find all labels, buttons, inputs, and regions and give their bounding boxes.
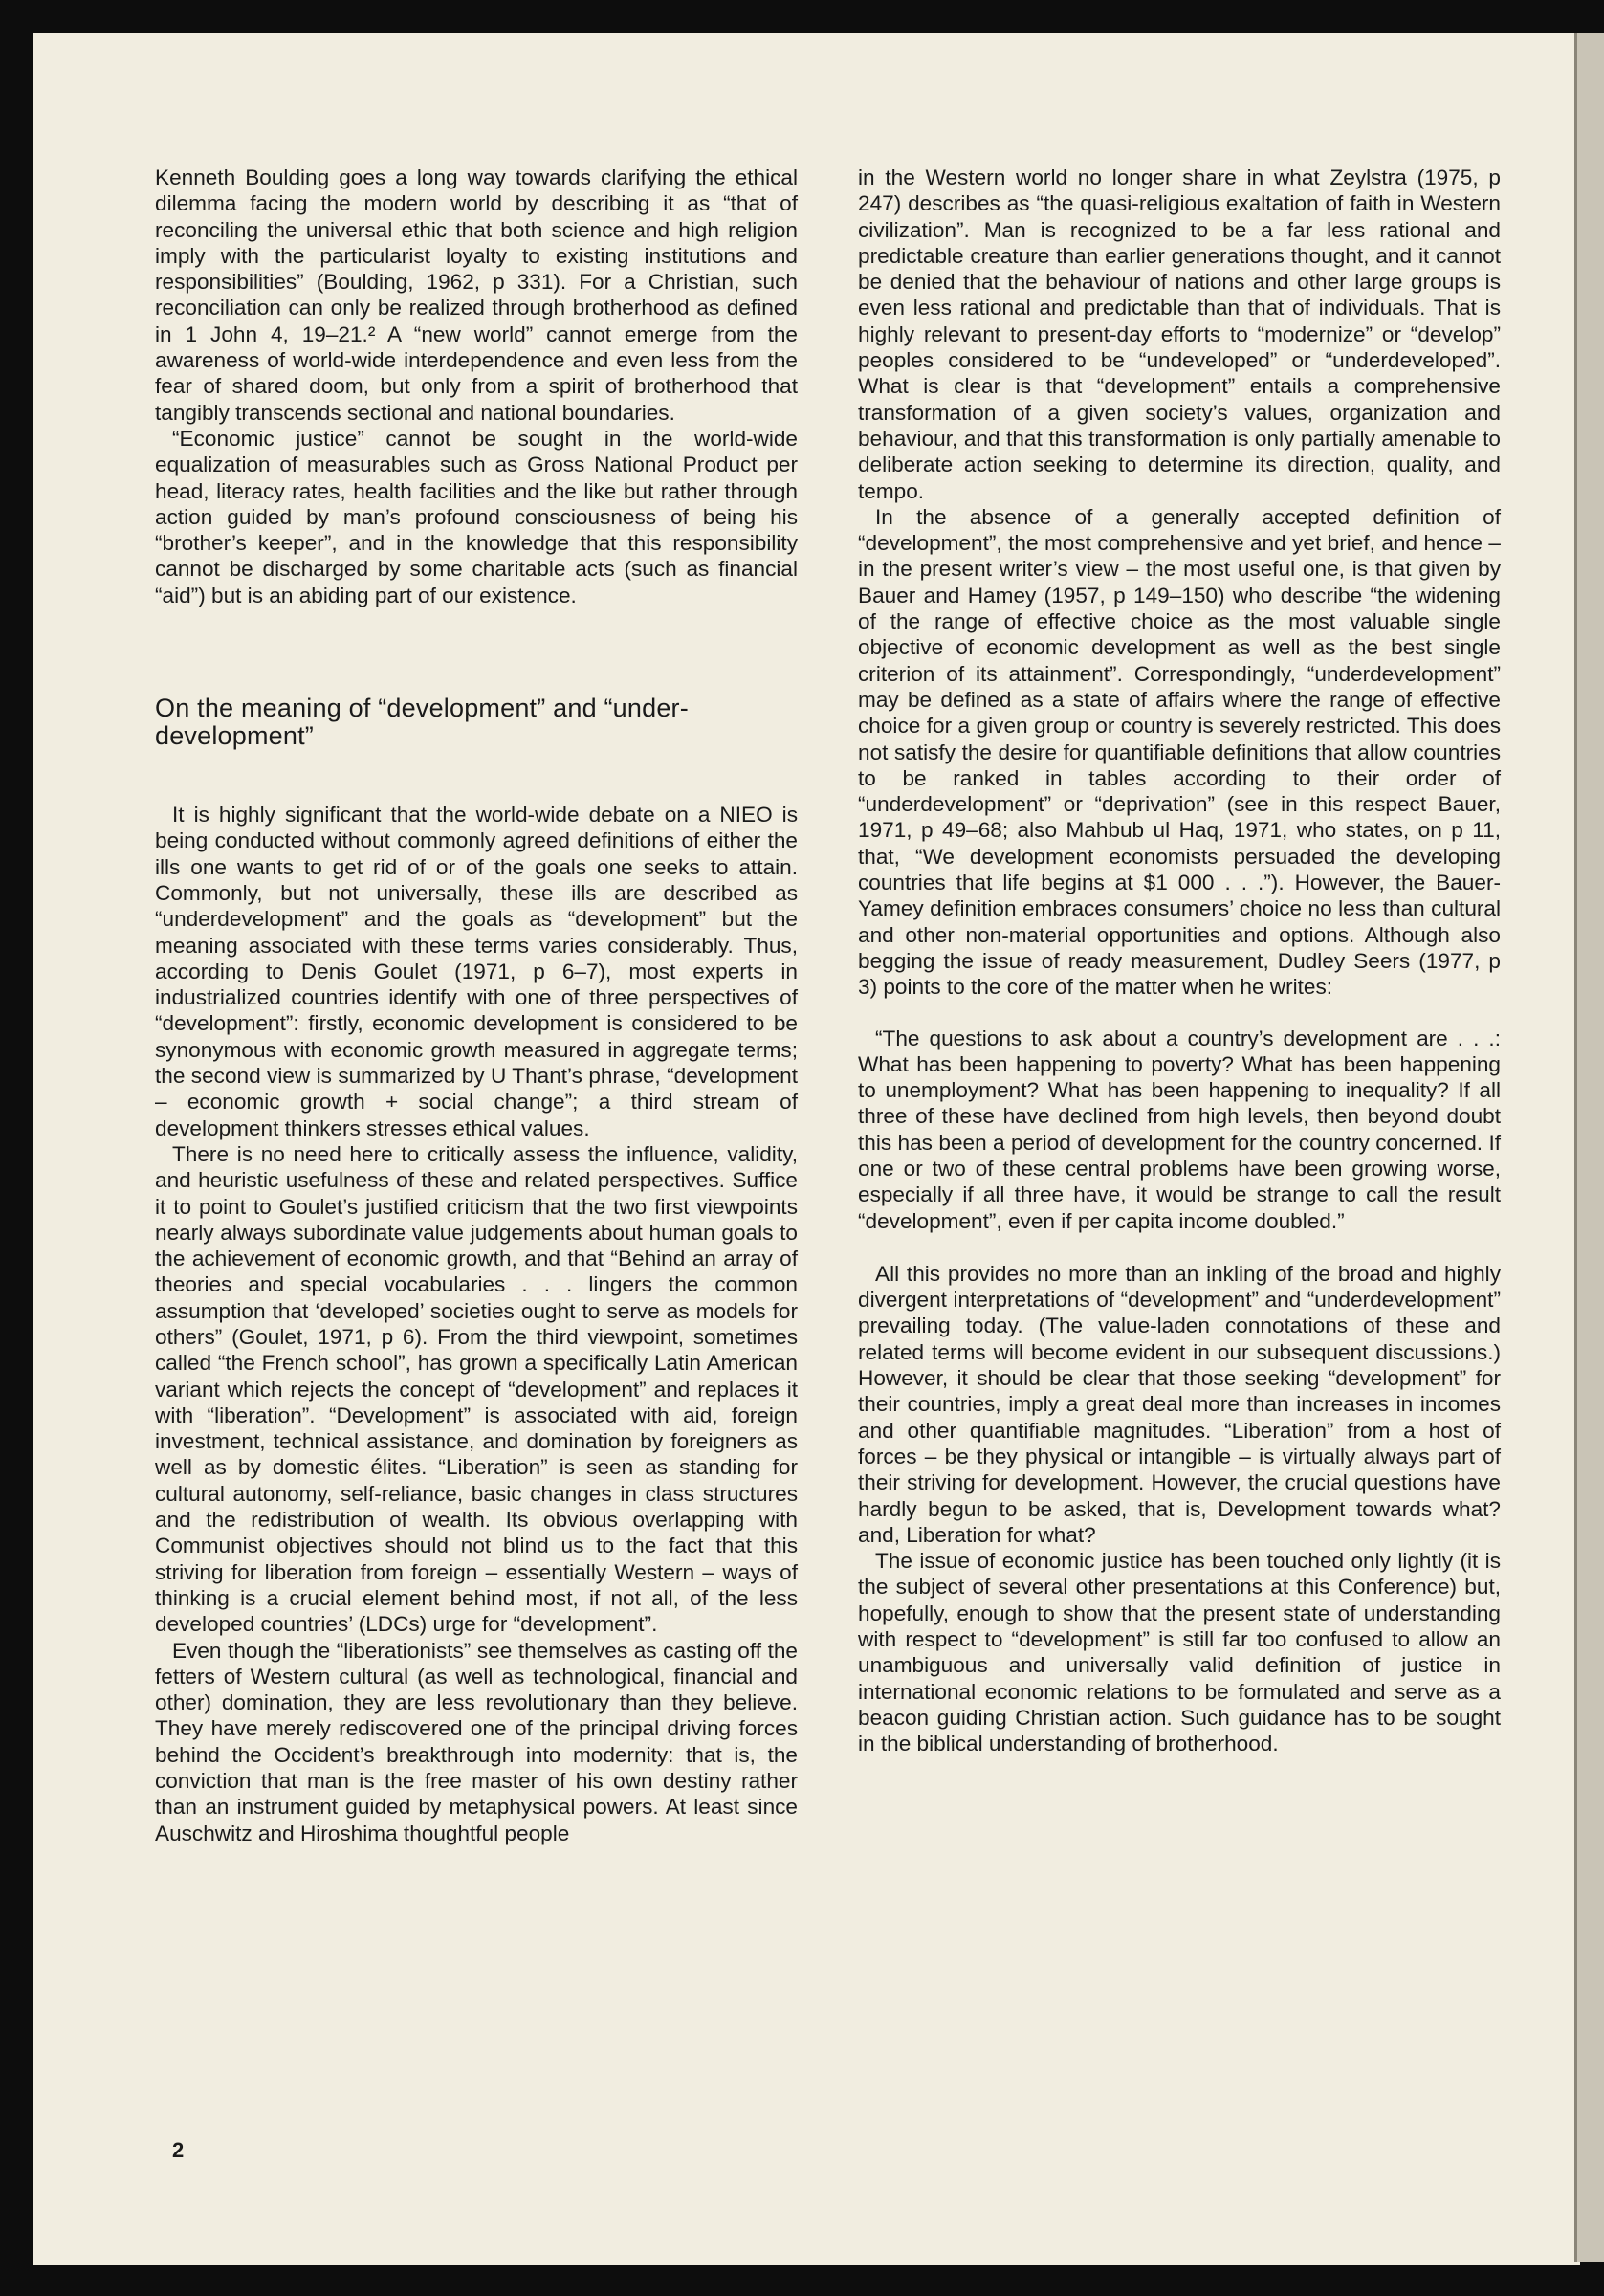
page-number: 2 [172,2138,185,2162]
paragraph-inkling: All this provides no more than an inkling of the broad and highly divergent interpretations of “development” and “underdevelopment” prevailing today. (The value-laden connotations of these and related terms will become evident in our subsequent discussions.) However, it should be clear that those seeking “development” for their countries, imply a great deal more than increases in incomes and other quantifiable magnitudes. “Liberation” from a host of forces – be they physical or intangible – is virtually always part of their striving for development. However, the crucial questions have hardly begun to be asked, that is, Development towards what? and, Liberation for what? [858,1261,1501,1547]
block-quote-seers: “The questions to ask about a country’s development are . . .: What has been happening to poverty? What has been happening to unemployment? What has been happening to inequality? If all three of these have declined from high levels, then beyond doubt this has been a period of development for the country concerned. If one or two of these central problems have been growing worse, especially if all three have, it would be strange to call the result “development”, even if per capita income doubled.” [858,1026,1501,1233]
paragraph-boulding: Kenneth Boulding goes a long way towards clarifying the ethical dilemma facing the modern world by describing it as “that of reconciling the universal ethic that both science and high religion imply with the particularist loyalty to existing institutions and responsibilities” (Boulding, 1962, p 331). For a Christian, such reconciliation can only be realized through brotherhood as defined in 1 John 4, 19–21.² A “new world” cannot emerge from the awareness of world-wide interdependence and even less from the fear of shared doom, but only from a spirit of brotherhood that tangibly transcends sectional and national boundaries. [155,166,798,425]
paragraph-bauer-yamey: In the absence of a generally accepted definition of “development”, the most comprehensive and yet brief, and hence – in the present writer’s view – the most useful one, is that given by Bauer and Hamey (1957, p 149–150) who describe “the widening of the range of effective choice as the most valuable single objective of economic development as well as the best single criterion of its attainment”. Correspondingly, “underdevelopment” may be defined as a state of affairs where the range of effective choice for a given group or country is severely restricted. This does not satisfy the desire for quantifiable definitions that allow countries to be ranked in tables according to their order of “underdevelopment” or “deprivation” (see in this respect Bauer, 1971, p 49–68; also Mahbub ul Haq, 1971, who states, on p 11, that, “We development economists persuaded the developing countries that life begins at $1 000 . . .”). However, the Bauer-Yamey definition embraces consumers’ choice no less than cultural and other non-material opportunities and options. Although also begging the issue of ready measurement, Dudley Seers (1977, p 3) points to the core of the matter when he writes: [858,504,1501,1000]
facing-page-edge [1574,33,1604,2262]
paragraph-nieo: It is highly significant that the world-wide debate on a NIEO is being conducted without commonly agreed definitions of either the ills one wants to get rid of or of the goals one seeks to attain. Commonly, but not universally, these ills are described as “underdevelopment” and the goals as “development” but the meaning associated with these terms varies considerably. Thus, according to Denis Goulet (1971, p 6–7), most experts in industrialized countries identify with one of three perspectives of “development”: firstly, economic development is considered to be synonymous with economic growth measured in aggregate terms; the second view is summarized by U Thant’s phrase, “development – economic growth + social change”; a third stream of development thinkers stresses ethical values. [155,803,798,1140]
paragraph-economic-justice-issue: The issue of economic justice has been touched only lightly (it is the subject of several other presentations at this Conference) but, hopefully, enough to show that the present state of understanding with respect to “development” is still far too confused to allow an unambiguous and universally valid definition of justice in international economic relations to be formulated and serve as a beacon guiding Christian action. Such guidance has to be sought in the biblical understanding of brotherhood. [858,1549,1501,1756]
paragraph-zeylstra: in the Western world no longer share in what Zeylstra (1975, p 247) describes as “the quasi-religious exaltation of faith in Western civilization”. Man is recognized to be a far less rational and predictable creature than earlier generations thought, and it cannot be denied that the behaviour of nations and other large groups is even less rational and predictable than that of individuals. That is highly relevant to present-day efforts to “modernize” or “develop” peoples considered to be “undeveloped” or “underdeveloped”. What is clear is that “development” entails a comprehensive transformation of a given society’s values, organization and behaviour, and that this transformation is only partially amenable to deliberate action seeking to determine its direction, quality, and tempo. [858,166,1501,503]
paragraph-liberationists: Even though the “liberationists” see themselves as casting off the fetters of Western cultural (as well as technological, financial and other) domination, they are less revolutionary than they believe. They have merely rediscovered one of the principal driving forces behind the Occident’s breakthrough into modernity: that is, the conviction that man is the free master of his own destiny rather than an instrument guided by metaphysical powers. At least since Auschwitz and Hiroshima thoughtful people [155,1638,798,1845]
section-heading: On the meaning of “development” and “under-development” [155,694,689,751]
left-column [155,165,798,1846]
right-column [858,165,1501,1757]
paragraph-economic-justice: “Economic justice” cannot be sought in the world-wide equalization of measurables such as Gross National Product per head, literacy rates, health facilities and the like but rather through action guided by man’s profound consciousness of being his “brother’s keeper”, and in the knowledge that this responsibility cannot be discharged by some charitable acts (such as financial “aid”) but is an abiding part of our existence. [155,426,798,607]
paragraph-goulet: There is no need here to critically assess the influence, validity, and heuristic usefulness of these and related perspectives. Suffice it to point to Goulet’s justified criticism that the two first viewpoints nearly always subordinate value judgements about human goals to the achievement of economic growth, and that “Behind an array of theories and special vocabularies . . . lingers the common assumption that ‘developed’ societies ought to serve as models for others” (Goulet, 1971, p 6). From the third viewpoint, sometimes called “the French school”, has grown a specifically Latin American variant which rejects the concept of “development” and replaces it with “liberation”. “Development” is associated with aid, foreign investment, technical assistance, and domination by foreigners as well as by domestic élites. “Liberation” is seen as standing for cultural autonomy, self-reliance, basic changes in class structures and the redistribution of wealth. Its obvious overlapping with Communist objectives should not blind us to the fact that this striving for liberation from foreign – essentially Western – ways of thinking is a crucial element behind most, if not all, of the less developed countries’ (LDCs) urge for “development”. [155,1141,798,1637]
